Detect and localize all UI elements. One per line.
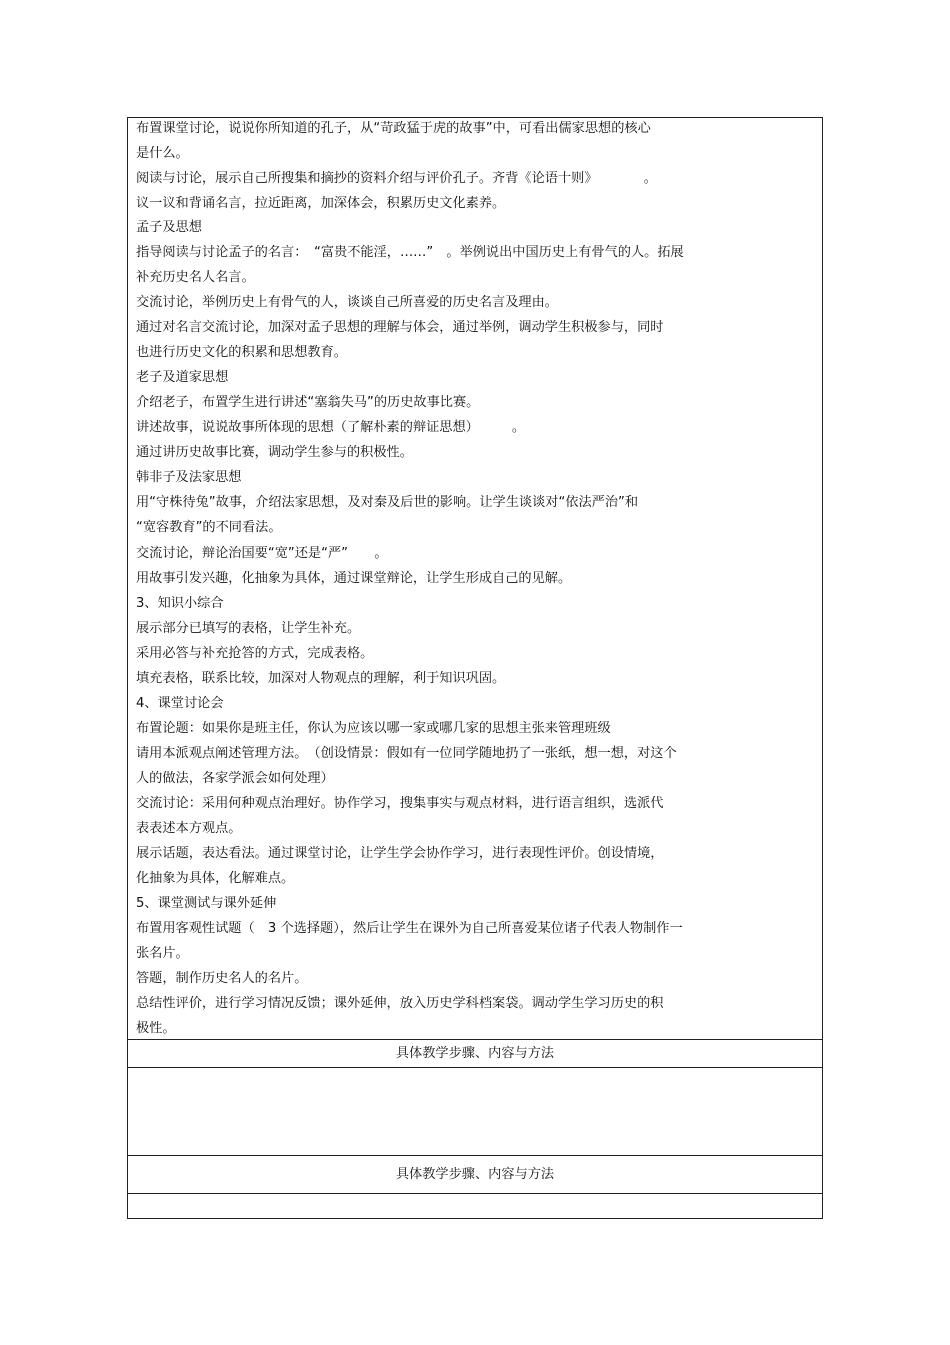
- text-line: 通过讲历史故事比赛，调动学生参与的积极性。: [136, 445, 413, 460]
- text-line: 请用本派观点阐述管理方法。 （创设情景：假如有一位同学随地扔了一张纸，想一想，对这个: [136, 746, 677, 761]
- text-line: 介绍老子，布置学生进行讲述“塞翁失马”的历史故事比赛。: [136, 395, 480, 410]
- text-line: 通过对名言交流讨论，加深对孟子思想的理解与体会，通过举例，调动学生积极参与，同时: [136, 320, 664, 335]
- text-line: 补充历史名人名言。: [136, 270, 255, 285]
- text-line: 3、知识小综合: [136, 596, 224, 611]
- text-line: 交流讨论，举例历史上有骨气的人，谈谈自己所喜爱的历史名言及理由。: [136, 295, 558, 310]
- text-line: 老子及道家思想: [136, 370, 229, 385]
- section-header-1: 具体教学步骤、内容与方法: [128, 1040, 822, 1068]
- text-line: 用“守株待兔”故事，介绍法家思想，及对秦及后世的影响。让学生谈谈对“依法严治”和: [136, 495, 639, 510]
- text-line: 布置课堂讨论，说说你所知道的孔子，从“苛政猛于虎的故事”中，可看出儒家思想的核心: [136, 121, 651, 136]
- empty-content-cell-1: [128, 1068, 822, 1156]
- text-line: 填充表格，联系比较，加深对人物观点的理解，利于知识巩固。: [136, 671, 506, 686]
- lesson-plan-table: [127, 117, 823, 1219]
- text-line: 张名片。: [136, 946, 189, 961]
- text-line: 人的做法，各家学派会如何处理）: [136, 771, 334, 786]
- text-line: 韩非子及法家思想: [136, 470, 242, 485]
- text-line: 布置用客观性试题（ 3 个选择题），然后让学生在课外为自己所喜爱某位诸子代表人物制作一: [136, 921, 683, 936]
- text-line: 是什么。: [136, 146, 189, 161]
- text-line: 交流讨论，辩论治国要“宽”还是“严” 。: [136, 546, 388, 561]
- text-line: 用故事引发兴趣，化抽象为具体，通过课堂辩论，让学生形成自己的见解。: [136, 571, 572, 586]
- empty-content-cell-2: [128, 1194, 822, 1219]
- text-line: 化抽象为具体，化解难点。: [136, 871, 295, 886]
- text-line: 也进行历史文化的积累和思想教育。: [136, 345, 347, 360]
- text-line: 总结性评价，进行学习情况反馈；课外延伸，放入历史学科档案袋。调动学生学习历史的积: [136, 996, 664, 1011]
- text-line: 交流讨论：采用何种观点治理好。协作学习，搜集事实与观点材料，进行语言组织，选派代: [136, 796, 664, 811]
- text-line: 阅读与讨论，展示自己所搜集和摘抄的资料介绍与评价孔子。齐背《论语十则》 。: [136, 171, 657, 186]
- text-line: 答题，制作历史名人的名片。: [136, 971, 308, 986]
- text-line: 展示部分已填写的表格，让学生补充。: [136, 621, 361, 636]
- text-line: 表表述本方观点。: [136, 821, 242, 836]
- text-line: 展示话题，表达看法。通过课堂讨论，让学生学会协作学习，进行表现性评价。创设情境，: [136, 846, 664, 861]
- text-line: 讲述故事，说说故事所体现的思想（了解朴素的辩证思想） 。: [136, 420, 526, 435]
- section-header-2: 具体教学步骤、内容与方法: [128, 1156, 822, 1194]
- text-line: 议一议和背诵名言，拉近距离，加深体会，积累历史文化素养。: [136, 196, 506, 211]
- text-line: 孟子及思想: [136, 220, 202, 235]
- text-line: 指导阅读与讨论孟子的名言： “富贵不能淫，……” 。举例说出中国历史上有骨气的人。拓展: [136, 245, 684, 260]
- text-line: 采用必答与补充抢答的方式，完成表格。: [136, 646, 374, 661]
- text-line: 4、课堂讨论会: [136, 696, 224, 711]
- text-line: “宽容教育”的不同看法。: [136, 520, 282, 535]
- text-line: 极性。: [136, 1021, 176, 1036]
- text-line: 5、课堂测试与课外延伸: [136, 896, 277, 911]
- teaching-steps-cell: [128, 118, 822, 1040]
- text-line: 布置论题：如果你是班主任，你认为应该以哪一家或哪几家的思想主张来管理班级: [136, 721, 611, 736]
